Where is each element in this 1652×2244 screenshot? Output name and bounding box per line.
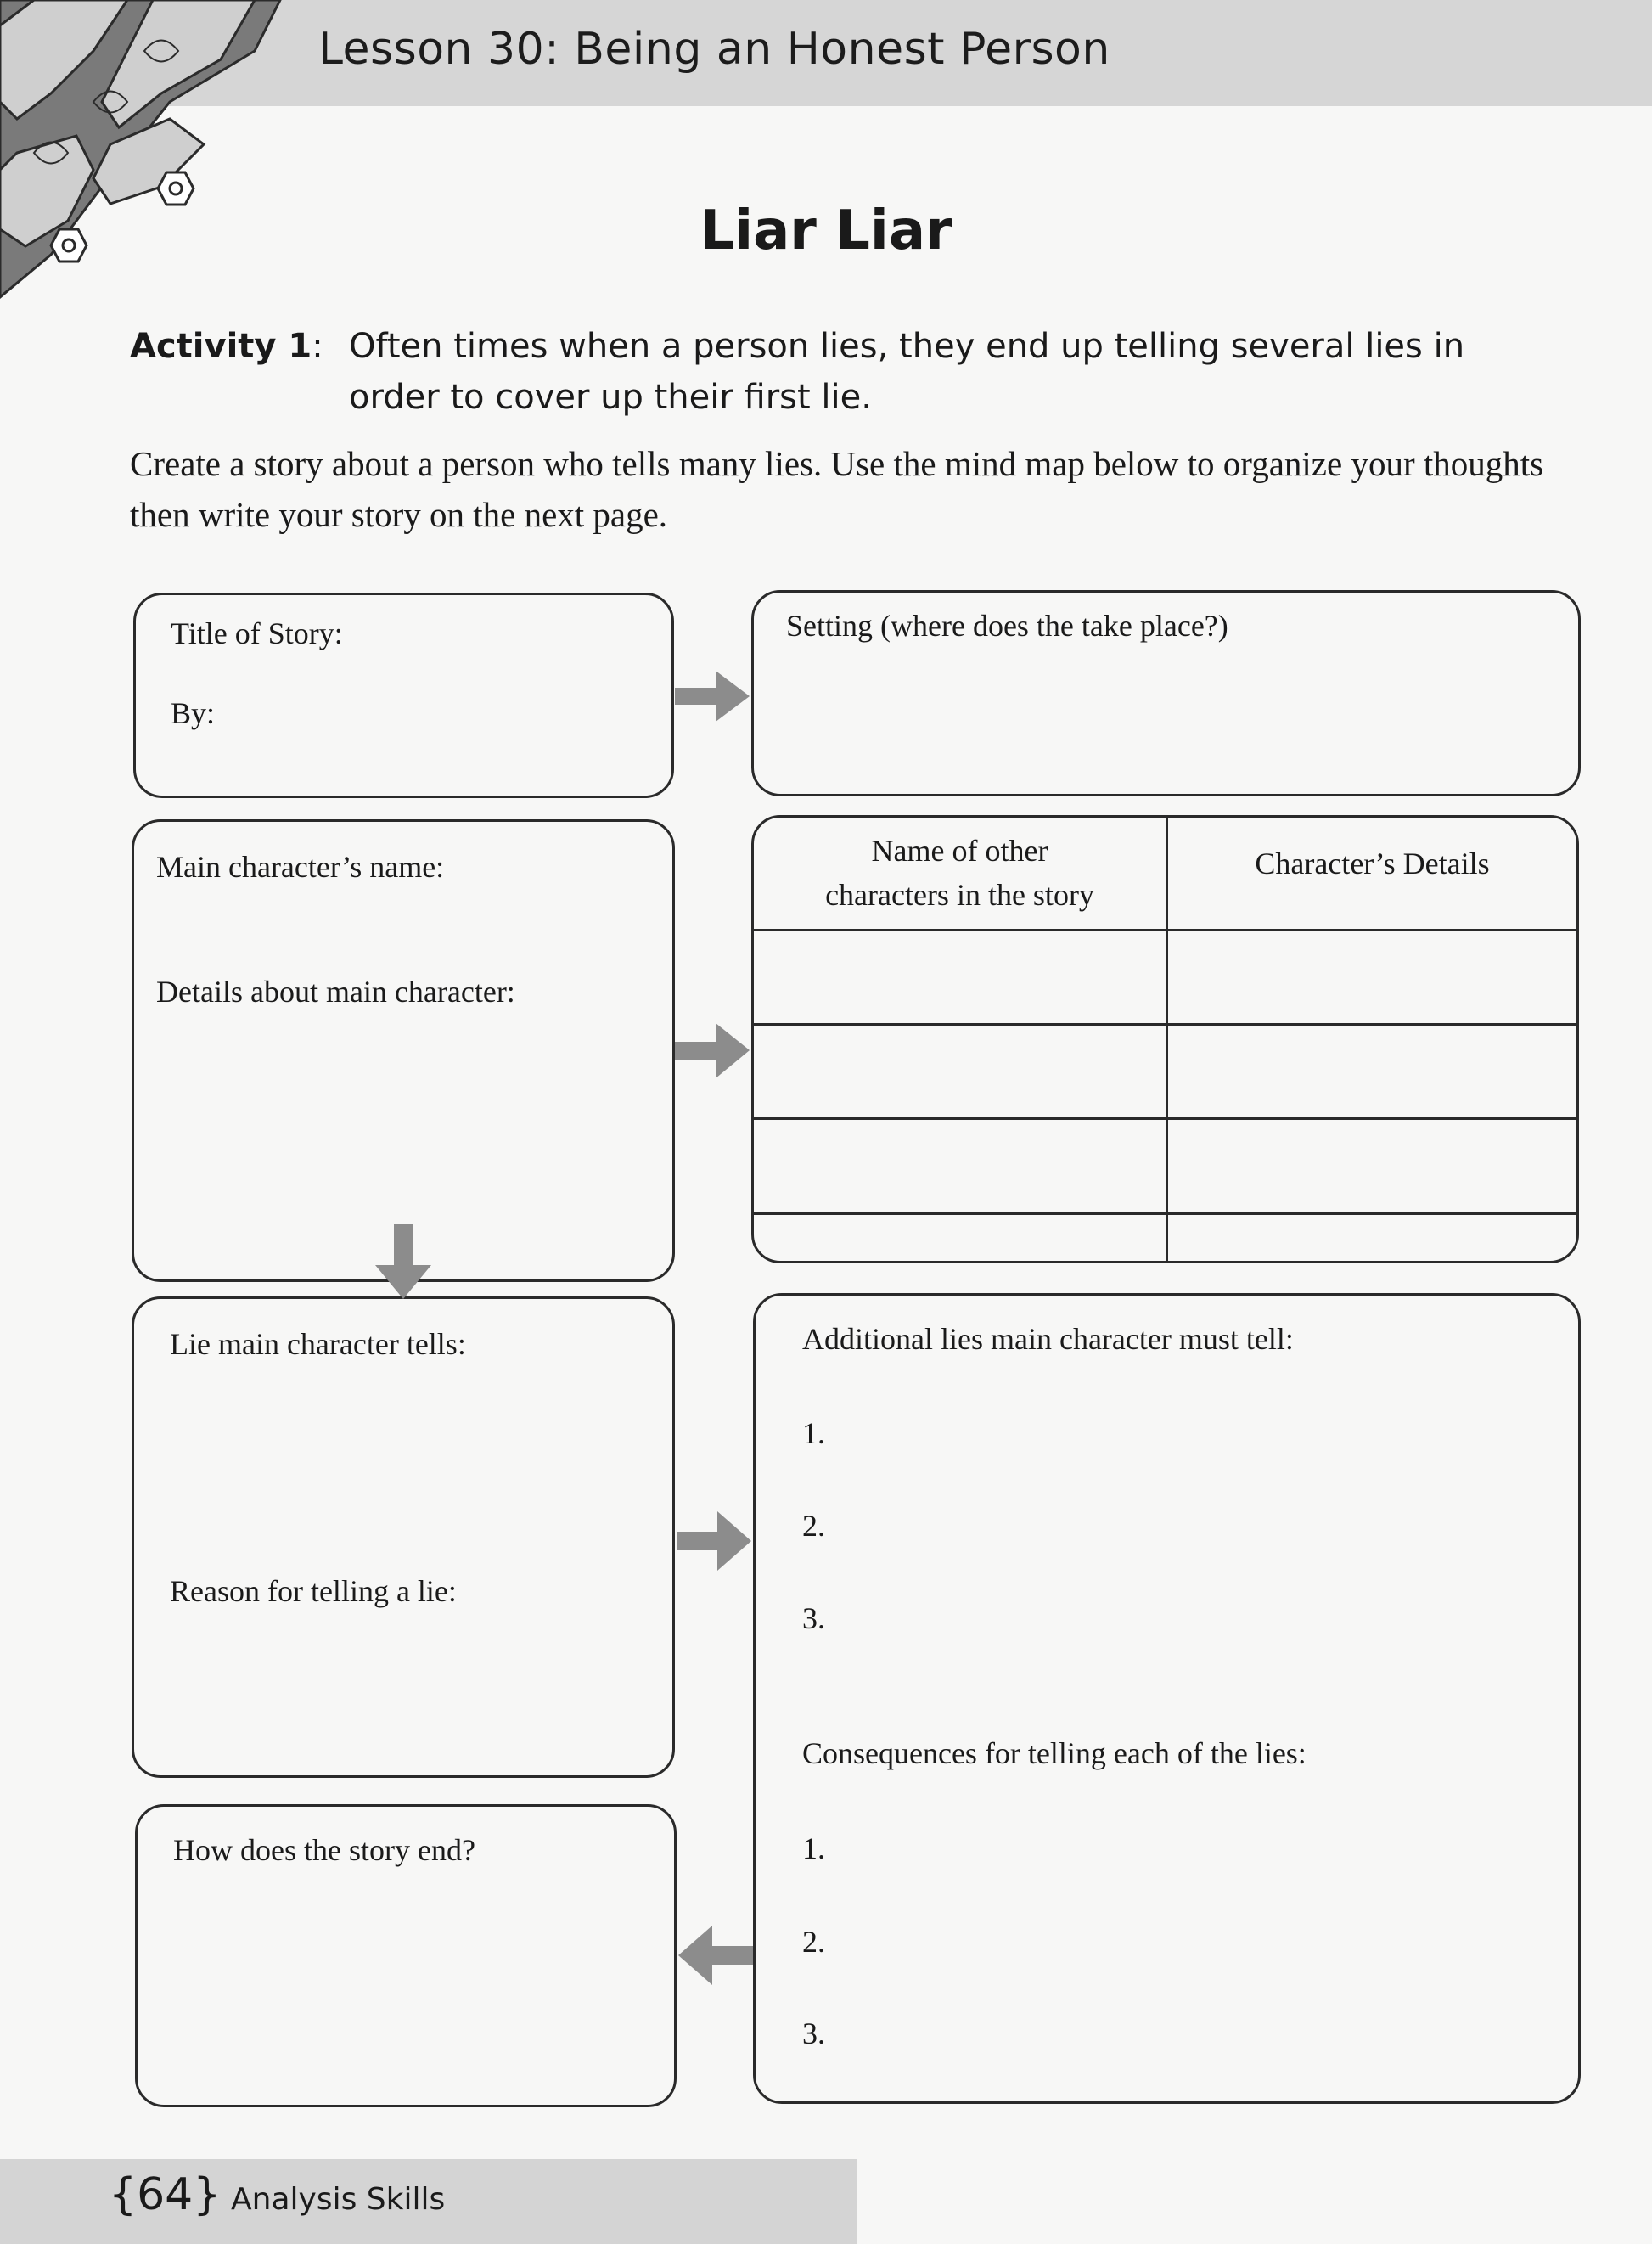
table-cell[interactable] — [1167, 1119, 1577, 1213]
table-cell[interactable] — [1167, 1024, 1577, 1118]
lesson-title: Lesson 30: Being an Honest Person — [318, 24, 1110, 75]
table-header-names — [754, 818, 1167, 930]
main-character-name-label: Main character’s name: — [156, 850, 445, 884]
main-character-box[interactable] — [132, 819, 675, 1282]
header-names-line-2: characters in the story — [825, 878, 1094, 913]
table-header-details: Character’s Details — [1167, 818, 1577, 930]
setting-label: Setting (where does the take place?) — [786, 609, 1228, 643]
other-characters-table[interactable] — [751, 815, 1579, 1263]
ending-label: How does the story end? — [173, 1833, 475, 1867]
table-cell[interactable] — [754, 1119, 1167, 1213]
arrow-left-icon — [677, 1926, 753, 1985]
page-number: {64} — [109, 2169, 222, 2220]
additional-lie-2: 2. — [802, 1509, 825, 1543]
footer-section-name: Analysis Skills — [231, 2182, 446, 2217]
additional-lie-3: 3. — [802, 1601, 825, 1635]
instructions: Create a story about a person who tells many lies. Use the mind map below to organize your thoughts then write your story on the next page. — [130, 444, 1544, 534]
activity-label: Activity 1: — [130, 327, 323, 366]
consequence-2: 2. — [802, 1925, 825, 1959]
additional-lies-box[interactable] — [753, 1293, 1581, 2104]
setting-box[interactable] — [751, 590, 1581, 796]
consequence-3: 3. — [802, 2016, 825, 2050]
by-label: By: — [171, 696, 216, 730]
main-character-details-label: Details about main character: — [156, 975, 515, 1009]
ending-box[interactable] — [135, 1804, 677, 2107]
arrow-right-icon — [677, 1511, 753, 1571]
arrow-down-icon — [375, 1224, 431, 1301]
lie-label: Lie main character tells: — [170, 1327, 466, 1361]
title-of-story-label: Title of Story: — [171, 616, 343, 650]
table-cell[interactable] — [1167, 1213, 1577, 1261]
additional-lies-label: Additional lies main character must tell: — [802, 1322, 1294, 1356]
table-cell[interactable] — [754, 1024, 1167, 1118]
activity-text: Often times when a person lies, they end up telling several lies in order to cover up their first lie. — [349, 327, 1465, 417]
lie-box[interactable] — [132, 1296, 675, 1778]
additional-lie-1: 1. — [802, 1416, 825, 1450]
consequences-label: Consequences for telling each of the lies: — [802, 1736, 1306, 1770]
arrow-right-icon — [675, 1023, 751, 1078]
table-cell[interactable] — [754, 1213, 1167, 1261]
table-cell[interactable] — [1167, 930, 1577, 1024]
activity-separator: : — [312, 327, 323, 366]
header-names-line-1: Name of other — [871, 834, 1048, 869]
title-box[interactable] — [133, 593, 674, 798]
page-title: Liar Liar — [700, 200, 952, 262]
reason-label: Reason for telling a lie: — [170, 1574, 457, 1608]
table-cell[interactable] — [754, 930, 1167, 1024]
arrow-right-icon — [675, 671, 751, 722]
consequence-1: 1. — [802, 1831, 825, 1865]
